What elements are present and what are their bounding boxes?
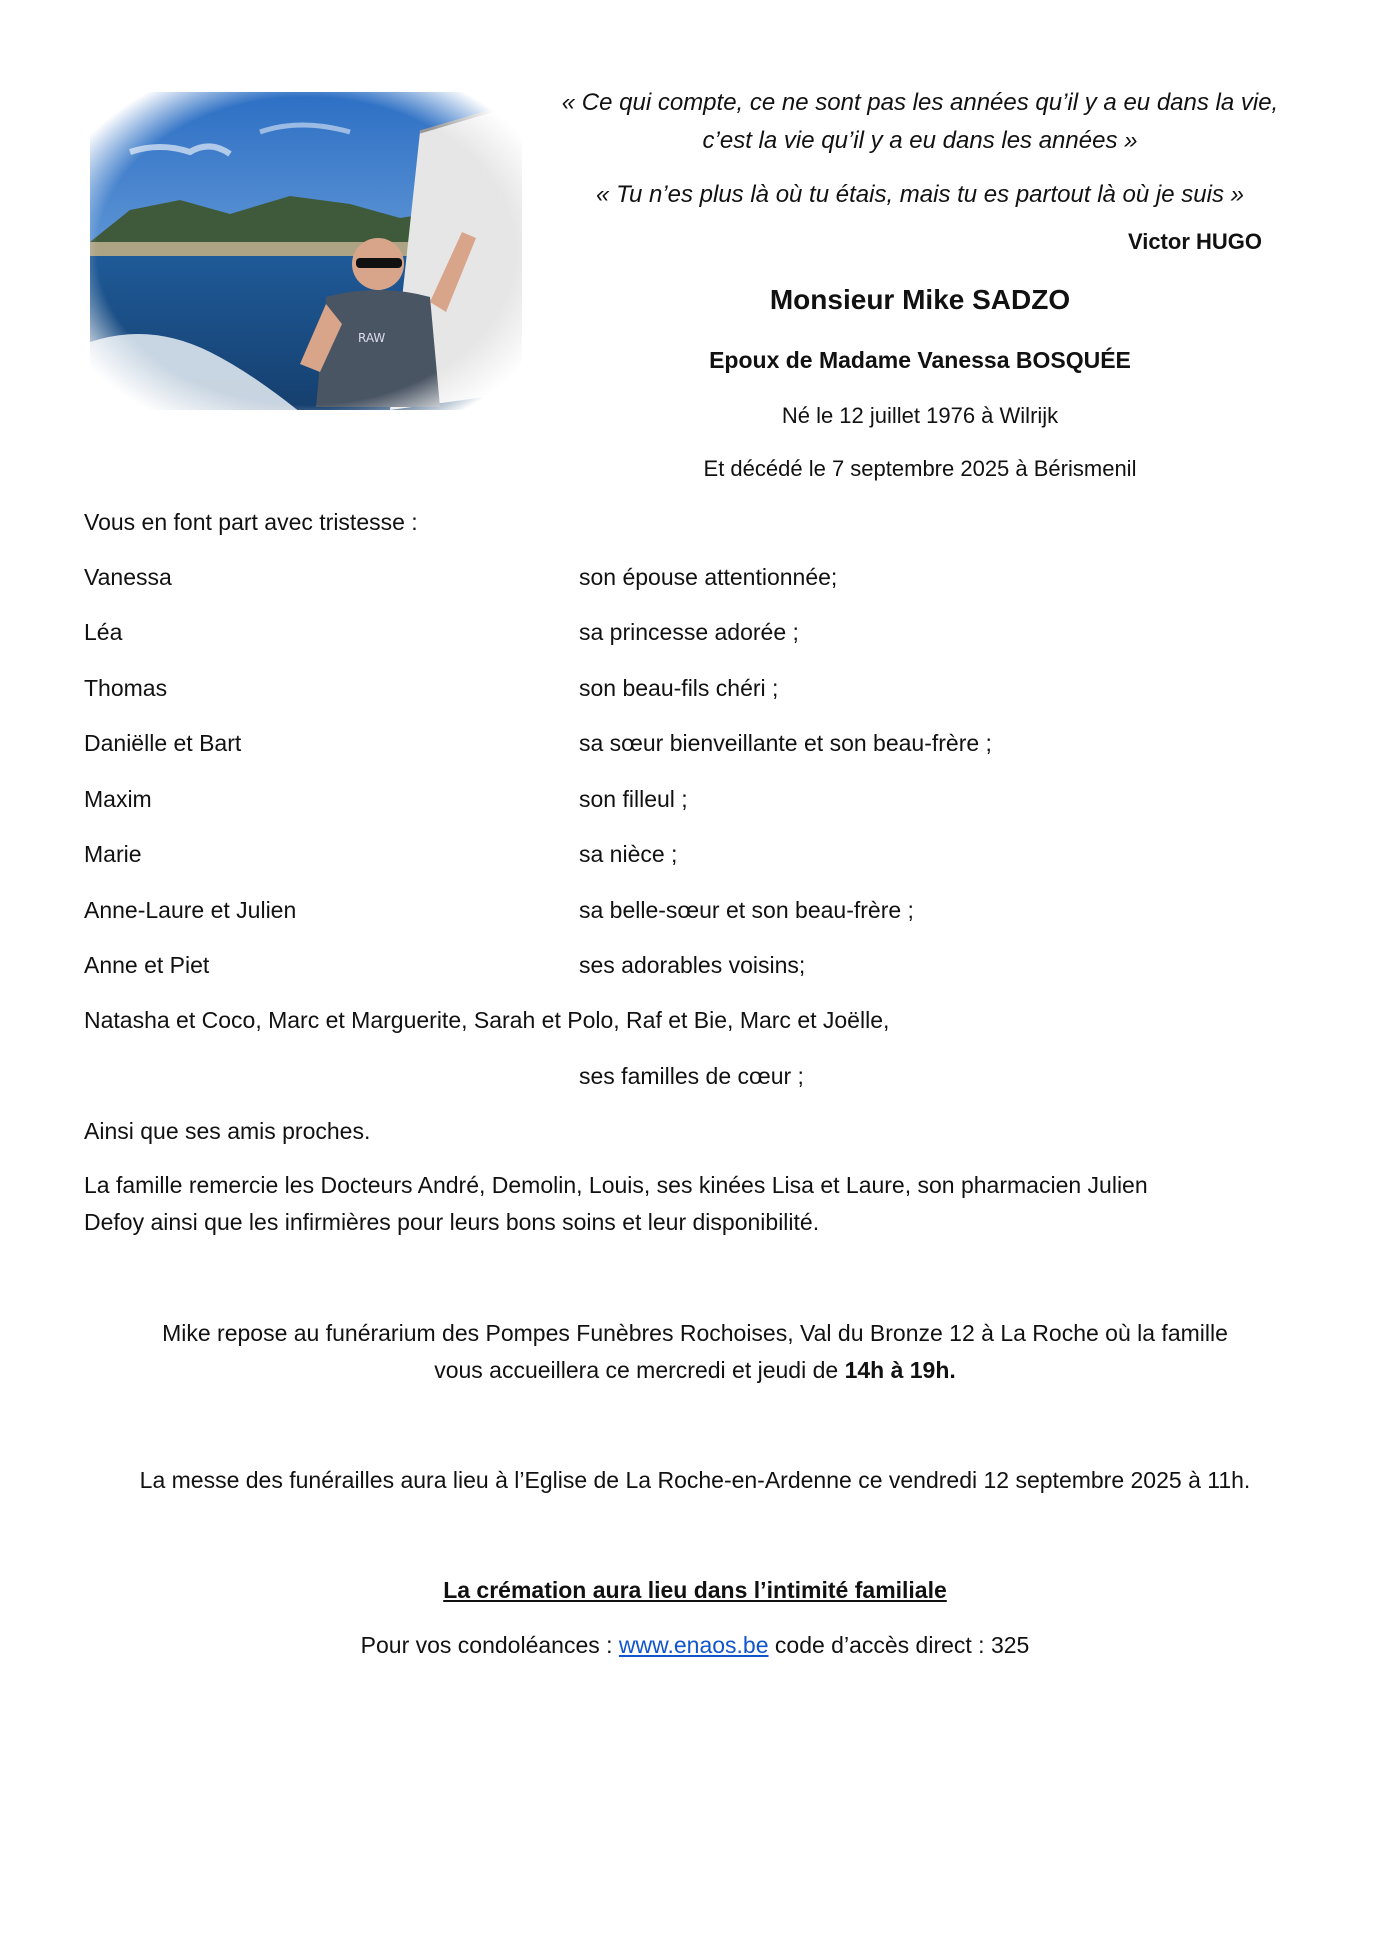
condolences-prefix: Pour vos condoléances :: [360, 1632, 619, 1658]
relative-name: Léa: [84, 619, 123, 645]
condolences-line: [60, 1627, 1330, 1664]
relative-row: [84, 952, 1284, 982]
friends-relation-row: [84, 1063, 1284, 1093]
visitation-line1: Mike repose au funérarium des Pompes Funèbres Rochoises, Val du Bronze 12 à La Roche où la famille: [162, 1320, 1228, 1346]
relative-row: [84, 619, 1284, 649]
relative-name: Thomas: [84, 675, 168, 701]
thanks-paragraph: [84, 1167, 1294, 1241]
visitation-hours: 14h à 19h.: [844, 1357, 956, 1383]
relative-row: [84, 786, 1284, 816]
relative-name: Daniëlle et Bart: [84, 730, 242, 756]
deceased-name: Monsieur Mike SADZO: [769, 284, 1071, 315]
relative-row: [84, 730, 1284, 760]
visitation-paragraph: [60, 1315, 1330, 1389]
quote-one-line1: « Ce qui compte, ce ne sont pas les années qu’il y a eu dans la vie,: [561, 89, 1279, 116]
death-line: Et décédé le 7 septembre 2025 à Bérismenil: [703, 456, 1137, 481]
friends-line: Natasha et Coco, Marc et Marguerite, Sarah et Polo, Raf et Bie, Marc et Joëlle,: [84, 1007, 890, 1033]
relative-name: Anne-Laure et Julien: [84, 897, 297, 923]
quote-one: [510, 84, 1330, 160]
relative-relation: sa princesse adorée ;: [579, 619, 799, 645]
announcement: Vous en font part avec tristesse :: [84, 509, 418, 535]
quote-two: « Tu n’es plus là où tu étais, mais tu es partout là où je suis »: [596, 181, 1244, 208]
relative-row: [84, 897, 1284, 927]
relative-row: [84, 841, 1284, 871]
relative-row: [84, 675, 1284, 705]
spouse-line: Epoux de Madame Vanessa BOSQUÉE: [709, 347, 1131, 373]
cremation-notice: [60, 1572, 1330, 1609]
relative-relation: ses adorables voisins;: [579, 952, 806, 978]
relative-relation: son beau-fils chéri ;: [579, 675, 779, 701]
cremation-text: La crémation aura lieu dans l’intimité familiale: [443, 1577, 947, 1603]
relative-name: Anne et Piet: [84, 952, 210, 978]
relative-relation: son filleul ;: [579, 786, 688, 812]
visitation-prefix: vous accueillera ce mercredi et jeudi de: [434, 1357, 845, 1383]
thanks-line2: Defoy ainsi que les infirmières pour leurs bons soins et leur disponibilité.: [84, 1209, 820, 1235]
relative-row: [84, 564, 1284, 594]
relative-relation: sa nièce ;: [579, 841, 678, 867]
friends-close: Ainsi que ses amis proches.: [84, 1118, 371, 1144]
relative-relation: son épouse attentionnée;: [579, 564, 838, 590]
relative-name: Marie: [84, 841, 142, 867]
funeral-line: La messe des funérailles aura lieu à l’Eglise de La Roche-en-Ardenne ce vendredi 12 septembre 2025 à 11h.: [139, 1467, 1251, 1493]
relative-relation: sa belle-sœur et son beau-frère ;: [579, 897, 914, 923]
condolences-link[interactable]: www.enaos.be: [618, 1632, 769, 1658]
quote-one-line2: c’est la vie qu’il y a eu dans les années »: [702, 127, 1138, 154]
visitation-line2: [60, 1352, 1330, 1389]
relative-relation: sa sœur bienveillante et son beau-frère ;: [579, 730, 992, 756]
friends-relation: ses familles de cœur ;: [579, 1063, 804, 1089]
quote-author: Victor HUGO: [1127, 229, 1262, 254]
memorial-photo: [90, 92, 522, 410]
relative-name: Maxim: [84, 786, 152, 812]
relative-name: Vanessa: [84, 564, 172, 590]
condolences-suffix: code d’accès direct : 325: [768, 1632, 1030, 1658]
thanks-line1: La famille remercie les Docteurs André, Demolin, Louis, ses kinées Lisa et Laure, son pharmacien Julien: [84, 1172, 1148, 1198]
birth-line: Né le 12 juillet 1976 à Wilrijk: [781, 403, 1059, 428]
